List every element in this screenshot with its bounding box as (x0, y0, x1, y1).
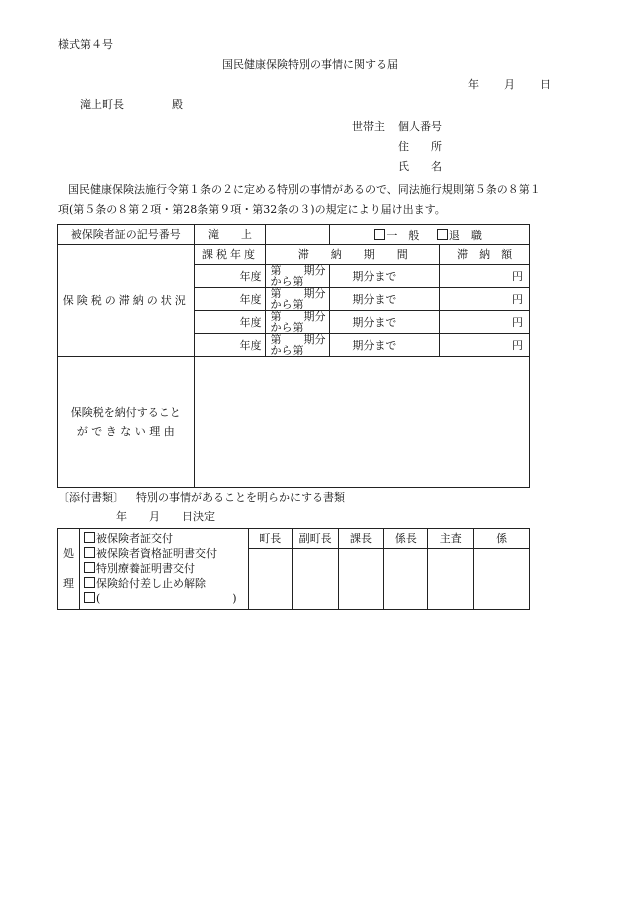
year-cell[interactable]: 年度 (194, 334, 266, 357)
processing-item[interactable]: 被保険者証交付 (80, 531, 248, 546)
reason-label: 保険税を納付すること が で き な い 理 由 (58, 357, 195, 488)
household-head-label: 世帯主 (352, 120, 385, 133)
period-to-cell[interactable]: 期分まで (330, 334, 440, 357)
period-from-cell[interactable]: 第 期分から第 (266, 265, 330, 288)
processing-item[interactable]: 保険給付差し止め解除 (80, 576, 248, 591)
page-title: 国民健康保険特別の事情に関する届 (222, 58, 398, 71)
period-to-cell[interactable]: 期分まで (330, 311, 440, 334)
type-general-option[interactable]: 一 般 (374, 229, 419, 241)
insured-number-label: 被保険者証の記号番号 (58, 225, 195, 245)
body-text-line-2: 項(第５条の８第２項・第28条第９項・第32条の３)の規定により届け出ます。 (58, 203, 446, 216)
processing-items (79, 529, 248, 610)
personal-number-label: 個人番号 (398, 120, 442, 133)
date-day: 日 (540, 78, 551, 91)
attachments-label: 〔添付書類〕 (58, 491, 124, 504)
period-to-cell[interactable]: 期分まで (330, 288, 440, 311)
amount-cell[interactable]: 円 (440, 288, 530, 311)
col-delinquency-period: 滞 納 期 間 (266, 245, 440, 265)
approver-seal-box[interactable] (474, 549, 530, 610)
approver-header: 主査 (428, 529, 474, 549)
decision-date: 年 月 日決定 (116, 510, 215, 523)
year-cell[interactable]: 年度 (194, 265, 266, 288)
checkbox-icon (84, 577, 95, 588)
checkbox-icon (84, 592, 95, 603)
approver-seal-box[interactable] (338, 549, 384, 610)
insured-number-field[interactable] (266, 225, 330, 245)
amount-cell[interactable]: 円 (440, 311, 530, 334)
processing-table (57, 528, 530, 610)
approver-header: 副町長 (292, 529, 338, 549)
approver-header: 課長 (338, 529, 384, 549)
col-tax-year: 課税年度 (194, 245, 266, 265)
checkbox-icon (84, 532, 95, 543)
addressee-honorific: 殿 (172, 98, 183, 111)
approver-seal-box[interactable] (248, 549, 292, 610)
period-from-cell[interactable]: 第 期分から第 (266, 334, 330, 357)
form-number: 様式第４号 (58, 38, 113, 51)
type-retired-option[interactable]: 退 職 (437, 229, 482, 241)
period-from-cell[interactable]: 第 期分から第 (266, 311, 330, 334)
approver-seal-box[interactable] (428, 549, 474, 610)
checkbox-icon (374, 229, 385, 240)
approver-seal-box[interactable] (292, 549, 338, 610)
approver-header: 係 (474, 529, 530, 549)
processing-item[interactable]: 特別療養証明書交付 (80, 561, 248, 576)
addressee-name: 滝上町長 (80, 98, 124, 111)
checkbox-icon (437, 229, 448, 240)
year-cell[interactable]: 年度 (194, 288, 266, 311)
body-text-line-1: 国民健康保険法施行令第１条の２に定める特別の事情があるので、同法施行規則第５条の８第１ (68, 183, 541, 196)
delinquency-label: 保険税の滞納の状況 (58, 245, 195, 357)
amount-cell[interactable]: 円 (440, 265, 530, 288)
town-cell: 滝 上 (194, 225, 266, 245)
checkbox-icon (84, 562, 95, 573)
insurance-type-cell (330, 225, 530, 245)
processing-item[interactable]: ( ) (80, 591, 248, 606)
date-month: 月 (504, 78, 515, 91)
processing-label: 処 理 (58, 529, 80, 610)
name-label: 氏 名 (398, 160, 442, 173)
checkbox-icon (84, 547, 95, 558)
approver-seal-box[interactable] (384, 549, 428, 610)
year-cell[interactable]: 年度 (194, 311, 266, 334)
notification-table (57, 224, 530, 488)
period-from-cell[interactable]: 第 期分から第 (266, 288, 330, 311)
col-delinquent-amount: 滞 納 額 (440, 245, 530, 265)
amount-cell[interactable]: 円 (440, 334, 530, 357)
processing-item[interactable]: 被保険者資格証明書交付 (80, 546, 248, 561)
approver-header: 町長 (248, 529, 292, 549)
approver-header: 係長 (384, 529, 428, 549)
address-label: 住 所 (398, 140, 442, 153)
date-year: 年 (468, 78, 479, 91)
period-to-cell[interactable]: 期分まで (330, 265, 440, 288)
reason-field[interactable] (194, 357, 529, 488)
attachments-text: 特別の事情があることを明らかにする書類 (136, 491, 345, 504)
